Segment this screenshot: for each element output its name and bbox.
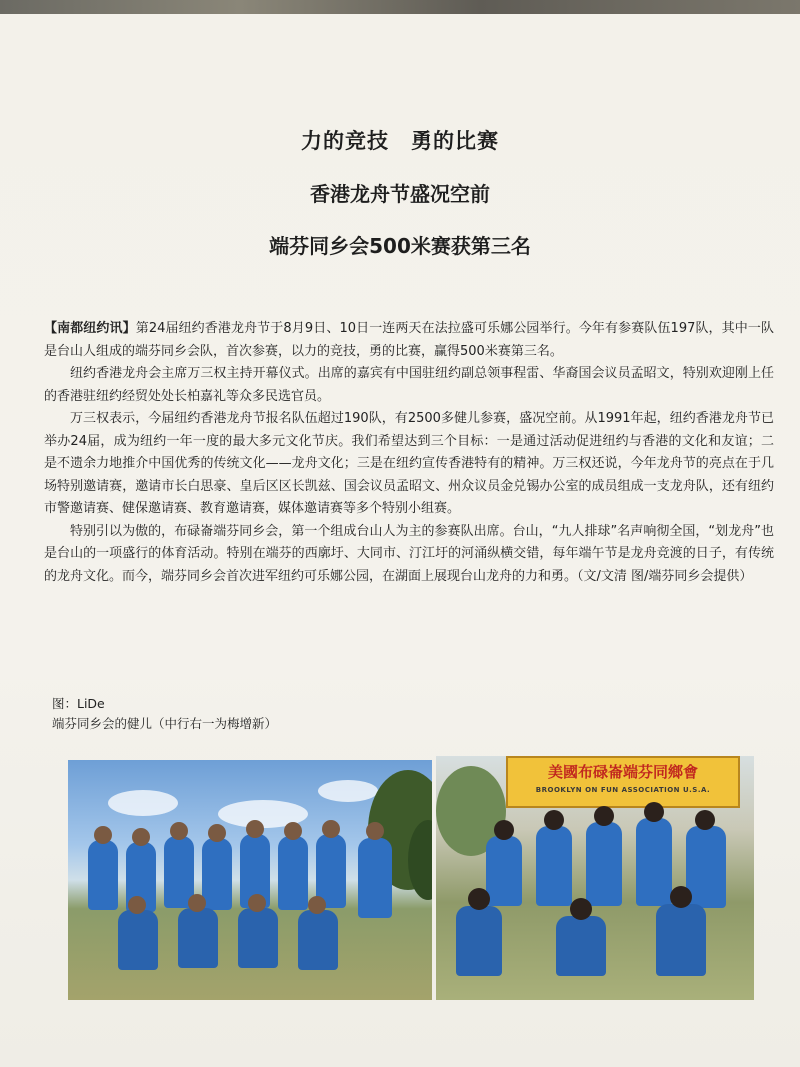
association-banner (506, 756, 740, 808)
photo-caption: 端芬同乡会的健儿（中行右一为梅增新） (52, 716, 278, 731)
article-paragraph-1 (44, 318, 774, 363)
team-photo-outdoor (68, 760, 432, 1000)
article-body (44, 318, 774, 588)
headline-line-2: 香港龙舟节盛况空前 (310, 182, 490, 206)
headline-line-1: 力的竞技 勇的比赛 (301, 129, 499, 153)
top-edge-band (0, 0, 800, 14)
article-paragraph-4: 特别引以为傲的，布碌崙端芬同乡会，第一个组成台山人为主的参赛队出席。台山，“九人排球”名声响彻全国，“划龙舟”也是台山的一项盛行的体育活动。特别在端芬的西廓圩、大同市、汀江圩的河涌纵横交错，每年端午节是龙舟竞渡的日子，有传统的龙舟文化。而今，端芬同乡会首次进军纽约可乐娜公园，在湖面上展现台山龙舟的力和勇。（文/文清 图/端芬同乡会提供） (44, 523, 774, 584)
headline-line-3: 端芬同乡会500米赛获第三名 (269, 234, 531, 258)
banner-text-chinese: 美國布碌崙端芬同鄉會 (547, 763, 698, 781)
team-photo-banner (436, 756, 754, 1000)
article-paragraph-2: 纽约香港龙舟会主席万三权主持开幕仪式。出席的嘉宾有中国驻纽约副总领事程雷、华裔国会议员孟昭文，特别欢迎刚上任的香港驻纽约经贸处处长柏嘉礼等众多民选官员。 (44, 366, 774, 404)
photo-credit: 图：LiDe (52, 696, 105, 711)
banner-text-english: BROOKLYN ON FUN ASSOCIATION U.S.A. (535, 786, 711, 794)
article-lead: 【南都纽约讯】 (44, 321, 136, 336)
article-paragraph-3: 万三权表示，今届纽约香港龙舟节报名队伍超过190队，有2500多健儿参赛，盛况空前。从1991年起，纽约香港龙舟节已举办24届，成为纽约一年一度的最大多元文化节庆。我们希望达到三个目标：一是通过活动促进纽约与香港的文化和友谊；二是不遗余力地推介中国优秀的传统文化——龙舟文化；三是在纽约宣传香港特有的精神。万三权还说，今年龙舟节的亮点在于几场特别邀请赛，邀请市长白思豪、皇后区区长凯兹、国会议员孟昭文、州众议员金兑锡办公室的成员组成一支龙舟队，还有纽约市警邀请赛、健保邀请赛、教育邀请赛，媒体邀请赛等多个特别小组赛。 (44, 411, 774, 516)
article-paragraph-1-text: 第24届纽约香港龙舟节于8月9日、10日一连两天在法拉盛可乐娜公园举行。今年有参赛队伍197队，其中一队是台山人组成的端芬同乡会队，首次参赛，以力的竞技，勇的比赛，赢得500米赛第三名。 (44, 321, 774, 359)
